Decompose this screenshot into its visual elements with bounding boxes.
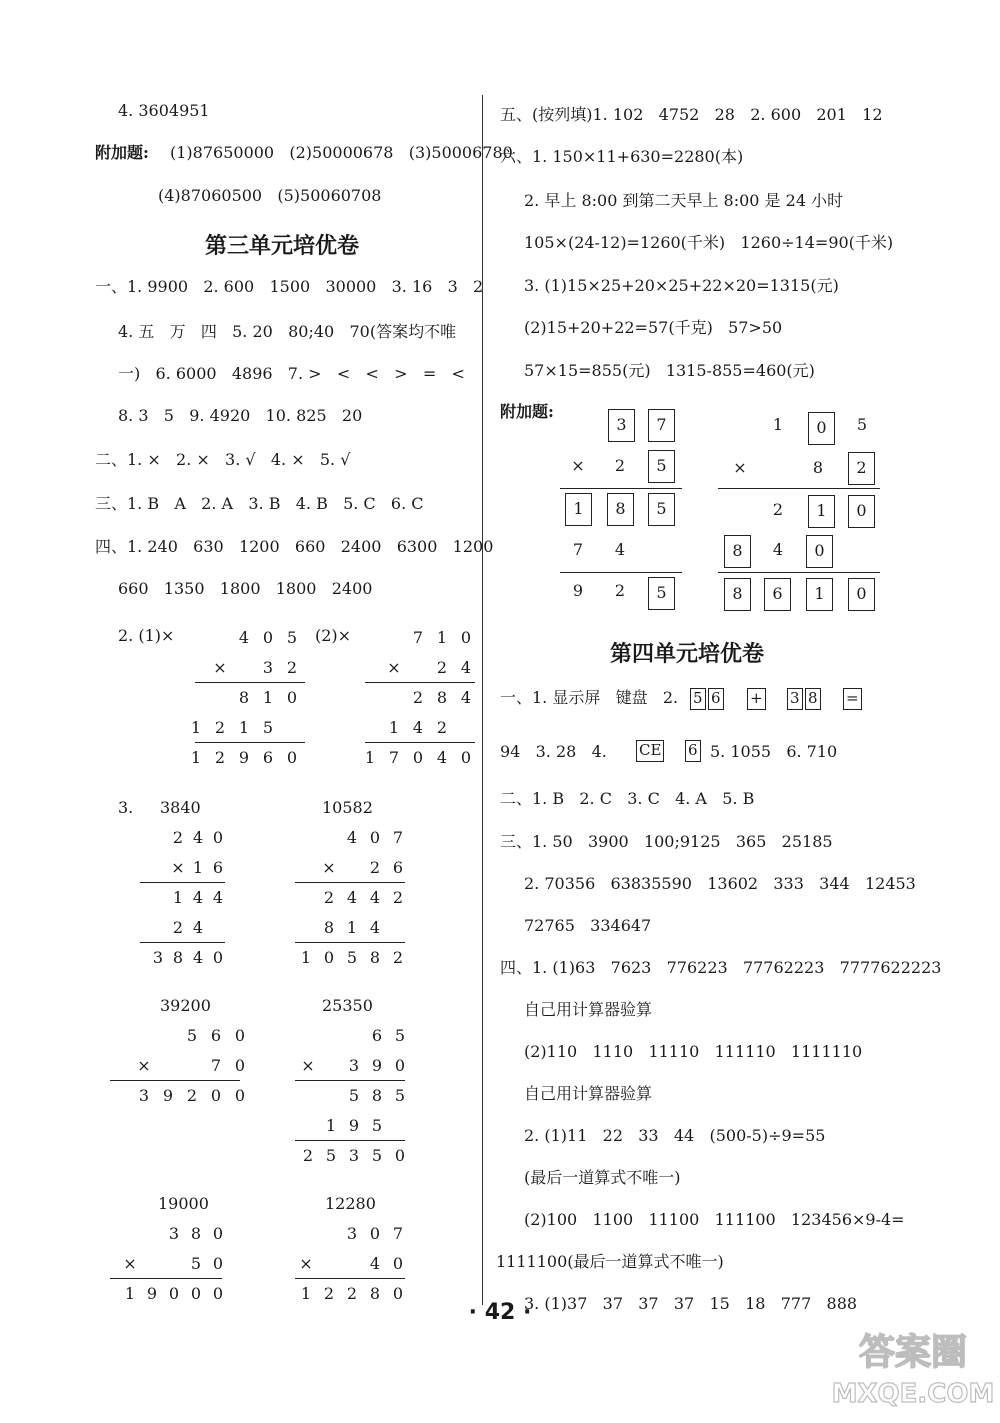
calc-digit: 8 xyxy=(436,688,448,707)
digit-box: 5 xyxy=(648,450,675,483)
calc-rule xyxy=(560,488,682,489)
calc-digit: 0 xyxy=(210,1086,222,1105)
calc-digit: 4 xyxy=(212,888,224,907)
calc-digit: 0 xyxy=(323,948,335,967)
answer-line: 57×15=855(元) 1315-855=460(元) xyxy=(524,361,815,380)
calc-digit: 2 xyxy=(412,688,424,707)
digit-box: 7 xyxy=(648,409,675,442)
calc-digit: 8 xyxy=(323,918,335,937)
calc-digit: 3 xyxy=(348,1056,360,1075)
digit: 2 xyxy=(614,456,626,475)
answer-line: 2. 早上 8:00 到第二天早上 8:00 是 24 小时 xyxy=(524,191,844,210)
calc-digit: 4 xyxy=(460,688,472,707)
answer-line: (2)110 1110 11110 111110 1111110 xyxy=(524,1042,863,1061)
answer-line: 3. (1)15×25+20×25+22×20=1315(元) xyxy=(524,276,839,295)
digit: 2 xyxy=(614,581,626,600)
section-heading: 第三单元培优卷 xyxy=(205,234,360,259)
calc-digit: 7 xyxy=(392,1224,404,1243)
answer-line: 四、1. (1)63 7623 776223 77762223 7777622223 xyxy=(500,958,942,977)
calc-digit: 1 xyxy=(172,888,184,907)
calc-digit: 8 xyxy=(238,688,250,707)
calc-digit: 4 xyxy=(192,918,204,937)
calc-digit: 2 xyxy=(172,918,184,937)
calc-digit: 1 xyxy=(190,748,202,767)
calc-digit: 5 xyxy=(348,1086,360,1105)
calc-digit: 6 xyxy=(371,1026,383,1045)
calc-digit: 1 xyxy=(346,918,358,937)
digit: 1 xyxy=(772,415,784,434)
digit: × xyxy=(733,458,747,477)
calc-digit: 0 xyxy=(460,748,472,767)
answer-line: 3. (1)37 37 37 37 15 18 777 888 xyxy=(524,1294,858,1313)
calc-digit: 4 xyxy=(192,888,204,907)
digit-box: 0 xyxy=(848,495,875,528)
calc-digit: 5 xyxy=(394,1086,406,1105)
calc-digit: 2 xyxy=(323,1284,335,1303)
calc-digit: 0 xyxy=(412,748,424,767)
calc-digit: 1 xyxy=(192,858,204,877)
digit: 2 xyxy=(772,500,784,519)
answer-line: 94 3. 28 4. xyxy=(500,742,607,761)
digit-box: 2 xyxy=(848,452,875,485)
answer-line: 1111100(最后一道算式不唯一) xyxy=(496,1252,724,1271)
calc-answer: 25350 xyxy=(322,996,373,1015)
calc-rule xyxy=(365,742,475,743)
calc-digit: 0 xyxy=(190,1284,202,1303)
calc-digit: 9 xyxy=(348,1116,360,1135)
calc-digit: 0 xyxy=(394,1056,406,1075)
digit-box: 1 xyxy=(806,578,833,611)
calculator-key: + xyxy=(747,688,766,710)
answer-line: 三、1. 50 3900 100;9125 365 25185 xyxy=(500,832,833,851)
calc-digit: 3 xyxy=(152,948,164,967)
calc-digit: 6 xyxy=(212,858,224,877)
answer-line: 2. (1)× xyxy=(118,626,175,645)
watermark-logo xyxy=(828,1322,998,1414)
answer-line: 2. 70356 63835590 13602 333 344 12453 xyxy=(524,874,916,893)
calc-digit: 4 xyxy=(436,748,448,767)
calc-rule xyxy=(295,882,405,883)
calc-digit: 7 xyxy=(210,1056,222,1075)
calc-digit: 8 xyxy=(371,1086,383,1105)
calc-digit: 0 xyxy=(234,1056,246,1075)
calculator-key: CE xyxy=(636,740,664,762)
calc-digit: 5 xyxy=(325,1146,337,1165)
watermark-top: 答案圈 xyxy=(858,1332,968,1373)
calc-digit: × xyxy=(123,1254,137,1273)
calc-rule xyxy=(718,488,880,489)
answer-line: 自己用计算器验算 xyxy=(524,1084,653,1103)
calc-digit: 4 xyxy=(369,918,381,937)
calc-digit: 0 xyxy=(286,688,298,707)
calc-answer: 12280 xyxy=(325,1194,376,1213)
answer-line: 一、1. 9900 2. 600 1500 30000 3. 16 3 2 xyxy=(95,277,484,296)
answer-line: 四、1. 240 630 1200 660 2400 6300 1200 xyxy=(95,537,494,556)
calc-digit: 1 xyxy=(364,748,376,767)
calc-digit: 7 xyxy=(388,748,400,767)
calc-digit: 0 xyxy=(212,948,224,967)
calc-answer: 19000 xyxy=(158,1194,209,1213)
calc-digit: 0 xyxy=(234,1026,246,1045)
digit-box: 6 xyxy=(764,578,791,611)
calc-digit: × xyxy=(213,658,227,677)
calc-rule xyxy=(365,682,475,683)
calc-rule xyxy=(718,572,880,573)
calculator-key: 3 xyxy=(787,688,803,710)
answer-line: 三、1. B A 2. A 3. B 4. B 5. C 6. C xyxy=(95,494,424,513)
answer-line: 二、1. B 2. C 3. C 4. A 5. B xyxy=(500,789,755,808)
calc-rule xyxy=(140,882,225,883)
calc-digit: 1 xyxy=(300,948,312,967)
calculator-key: = xyxy=(843,688,862,710)
digit-box: 3 xyxy=(608,409,635,442)
calculator-key: 6 xyxy=(708,688,724,710)
calc-digit: 6 xyxy=(262,748,274,767)
calc-digit: 8 xyxy=(369,1284,381,1303)
calc-digit: 7 xyxy=(412,628,424,647)
calculator-key: 8 xyxy=(805,688,821,710)
calc-digit: 2 xyxy=(392,888,404,907)
calc-rule xyxy=(295,942,405,943)
calculator-key: 6 xyxy=(685,740,701,762)
answer-line: (最后一道算式不唯一) xyxy=(524,1168,681,1187)
calc-digit: 0 xyxy=(369,1224,381,1243)
calc-digit: 5 xyxy=(190,1254,202,1273)
answer-line: 3. xyxy=(118,798,134,817)
calc-digit: 2 xyxy=(323,888,335,907)
calc-digit: 4 xyxy=(369,1254,381,1273)
answer-line: (4)87060500 (5)50060708 xyxy=(158,186,382,205)
calc-answer: 39200 xyxy=(160,996,211,1015)
answer-line: (2)100 1100 11100 111100 123456×9-4= xyxy=(524,1210,905,1229)
calc-rule xyxy=(295,1080,405,1081)
calc-rule xyxy=(195,742,305,743)
calc-digit: 1 xyxy=(325,1116,337,1135)
calc-digit: 0 xyxy=(460,628,472,647)
calc-digit: 4 xyxy=(238,628,250,647)
calc-digit: 2 xyxy=(436,658,448,677)
digit-box: 1 xyxy=(808,495,835,528)
calc-digit: 2 xyxy=(369,858,381,877)
calc-digit: 9 xyxy=(146,1284,158,1303)
calc-digit: 4 xyxy=(192,828,204,847)
calc-answer: 3840 xyxy=(160,798,201,817)
calc-digit: 1 xyxy=(388,718,400,737)
calc-digit: 2 xyxy=(286,658,298,677)
calc-digit: 2 xyxy=(302,1146,314,1165)
answer-line: 4. 3604951 xyxy=(118,101,210,120)
calc-digit: 9 xyxy=(162,1086,174,1105)
calc-digit: 3 xyxy=(348,1146,360,1165)
calc-digit: 4 xyxy=(346,828,358,847)
calc-digit: × xyxy=(137,1056,151,1075)
calc-rule xyxy=(295,1278,405,1279)
answer-line: 一、1. 显示屏 键盘 2. xyxy=(500,688,679,707)
calc-digit: × xyxy=(299,1254,313,1273)
calc-digit: 0 xyxy=(286,748,298,767)
answer-line: (2)× xyxy=(315,626,352,645)
calc-digit: 0 xyxy=(262,628,274,647)
calc-rule xyxy=(295,1140,405,1141)
calc-digit: 2 xyxy=(214,718,226,737)
calc-digit: 2 xyxy=(172,828,184,847)
calc-digit: 3 xyxy=(346,1224,358,1243)
calc-digit: 1 xyxy=(262,688,274,707)
calc-digit: 5 xyxy=(186,1026,198,1045)
calc-rule xyxy=(140,942,225,943)
calc-digit: 1 xyxy=(238,718,250,737)
extra-label: 附加题: xyxy=(500,402,554,421)
page-number: · 42 · xyxy=(468,1300,532,1325)
answer-line: 105×(24-12)=1260(千米) 1260÷14=90(千米) xyxy=(524,233,894,252)
calc-digit: 4 xyxy=(192,948,204,967)
calc-digit: 0 xyxy=(392,1254,404,1273)
answer-line: 72765 334647 xyxy=(524,916,652,935)
calc-digit: 5 xyxy=(394,1026,406,1045)
calc-digit: 5 xyxy=(371,1116,383,1135)
calc-digit: 6 xyxy=(392,858,404,877)
calc-digit: 0 xyxy=(392,1284,404,1303)
calc-digit: 1 xyxy=(436,628,448,647)
answer-line: 六、1. 150×11+630=2280(本) xyxy=(500,147,744,166)
calc-digit: 4 xyxy=(460,658,472,677)
calc-digit: × xyxy=(301,1056,315,1075)
answer-line: 5. 1055 6. 710 xyxy=(710,742,838,761)
calc-digit: 0 xyxy=(212,1284,224,1303)
calc-rule xyxy=(110,1080,240,1081)
digit-box: 5 xyxy=(648,577,675,610)
section-heading: 第四单元培优卷 xyxy=(610,642,765,667)
answer-line: (1)87650000 (2)50000678 (3)50006780 xyxy=(170,143,513,162)
answer-line: 一) 6. 6000 4896 7. > < < > = < xyxy=(118,364,465,383)
calc-digit: 5 xyxy=(262,718,274,737)
calc-rule xyxy=(560,572,682,573)
calc-digit: × xyxy=(322,858,336,877)
calculator-key: 5 xyxy=(690,688,706,710)
calc-digit: 0 xyxy=(394,1146,406,1165)
digit: 7 xyxy=(572,540,584,559)
calc-digit: 6 xyxy=(210,1026,222,1045)
calc-rule xyxy=(195,682,305,683)
digit-box: 5 xyxy=(648,493,675,526)
calc-rule xyxy=(110,1278,222,1279)
digit: 4 xyxy=(614,540,626,559)
answer-line: 4. 五 万 四 5. 20 80;40 70(答案均不唯 xyxy=(118,322,457,341)
calc-digit: 0 xyxy=(212,1224,224,1243)
answer-line: 五、(按列填)1. 102 4752 28 2. 600 201 12 xyxy=(500,105,883,124)
calc-digit: 2 xyxy=(392,948,404,967)
calc-digit: 4 xyxy=(346,888,358,907)
extra-label: 附加题: xyxy=(95,143,149,162)
calc-digit: 0 xyxy=(234,1086,246,1105)
calc-digit: 2 xyxy=(186,1086,198,1105)
digit-box: 0 xyxy=(848,578,875,611)
calc-digit: 3 xyxy=(168,1224,180,1243)
digit-box: 0 xyxy=(808,412,835,445)
digit-box: 8 xyxy=(724,578,751,611)
calc-digit: 0 xyxy=(168,1284,180,1303)
calc-digit: 7 xyxy=(392,828,404,847)
calc-digit: 2 xyxy=(346,1284,358,1303)
digit-box: 1 xyxy=(565,493,592,526)
digit: × xyxy=(571,456,585,475)
calc-digit: 5 xyxy=(286,628,298,647)
answer-line: (2)15+20+22=57(千克) 57>50 xyxy=(524,318,783,337)
watermark-bottom: MXQE.COM xyxy=(831,1379,995,1409)
calc-digit: 4 xyxy=(369,888,381,907)
digit: 9 xyxy=(572,581,584,600)
calc-digit: 2 xyxy=(436,718,448,737)
calc-digit: 1 xyxy=(300,1284,312,1303)
digit-box: 0 xyxy=(806,535,833,568)
calc-digit: 0 xyxy=(369,828,381,847)
calc-digit: 3 xyxy=(138,1086,150,1105)
calc-digit: 1 xyxy=(124,1284,136,1303)
answer-line: 自己用计算器验算 xyxy=(524,1000,653,1019)
calc-answer: 10582 xyxy=(322,798,373,817)
calc-digit: 8 xyxy=(172,948,184,967)
digit-box: 8 xyxy=(607,493,634,526)
calc-digit: 3 xyxy=(262,658,274,677)
calc-digit: 1 xyxy=(190,718,202,737)
answer-line: 660 1350 1800 1800 2400 xyxy=(118,579,373,598)
calc-digit: 9 xyxy=(371,1056,383,1075)
calc-digit: × xyxy=(387,658,401,677)
digit-box: 8 xyxy=(724,535,751,568)
calc-digit: 9 xyxy=(238,748,250,767)
calc-digit: 4 xyxy=(412,718,424,737)
calc-digit: 2 xyxy=(214,748,226,767)
calc-digit: 0 xyxy=(212,828,224,847)
calc-digit: 5 xyxy=(371,1146,383,1165)
calc-digit: 8 xyxy=(369,948,381,967)
calc-digit: 5 xyxy=(346,948,358,967)
answer-line: 二、1. × 2. × 3. √ 4. × 5. √ xyxy=(95,450,351,469)
answer-line: 2. (1)11 22 33 44 (500-5)÷9=55 xyxy=(524,1126,826,1145)
calc-digit: 8 xyxy=(190,1224,202,1243)
digit: 8 xyxy=(812,458,824,477)
calc-digit: × xyxy=(171,858,185,877)
digit: 5 xyxy=(856,415,868,434)
digit: 4 xyxy=(772,540,784,559)
answer-line: 8. 3 5 9. 4920 10. 825 20 xyxy=(118,406,363,425)
calc-digit: 0 xyxy=(212,1254,224,1273)
